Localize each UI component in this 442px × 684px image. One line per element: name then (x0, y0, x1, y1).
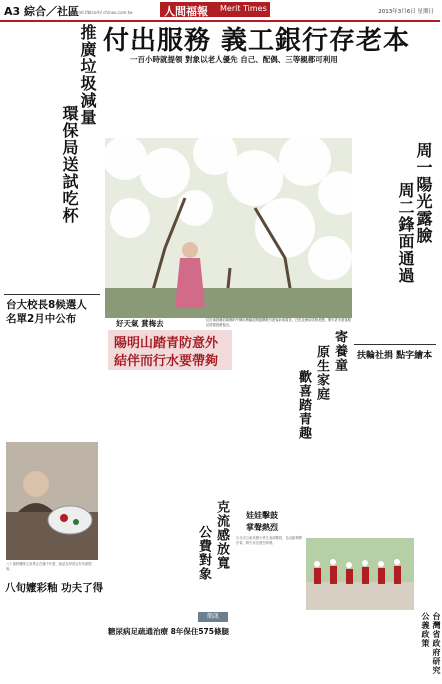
left-vertical-title-a: 推廣垃圾減量 (78, 24, 97, 126)
lead-headline: 付出服務 義工銀行存老本 (103, 26, 411, 56)
right-body-text-4 (306, 614, 414, 680)
divider (354, 344, 436, 345)
foster-title-2: 原生家庭 (314, 345, 329, 401)
weather-title-2: 周二鋒面通過 (396, 182, 415, 284)
diabetes-headline: 糖尿病足疏通治療 8年保住575條腿 (108, 627, 229, 636)
masthead-english: Merit Times (220, 4, 267, 13)
headline-tai-da-1: 台大校長8候選人 (6, 299, 87, 311)
rotary-headline: 扶輪社捐 點字繪本 (357, 351, 433, 361)
left-body-text-3 (4, 596, 100, 676)
right-body-text-3 (356, 362, 438, 532)
photo-badge: 好天氣 賞梅去 (116, 319, 164, 328)
right-body-text-2 (356, 142, 390, 342)
lead-deck: 一百小時就提領 對象以老人優先 自己、配偶、三等親都可利用 (130, 55, 338, 64)
yangmingshan-title-line-2: 結伴而行水要帶夠 (114, 354, 219, 369)
plum-photo-caption: 位於南投縣信義鄉的牛稠坑梅園花開盛開吸引遊客前來賞花，白色花海如雪般美麗，吸引許多遊客駐足欣賞拍照留念。 (206, 318, 352, 327)
center-body-text-2 (234, 330, 290, 500)
yangmingshan-title-line-1: 陽明山踏青防意外 (114, 336, 219, 351)
page-url: ealis.mt.lfbtcorh/ chinau.com.tw (68, 10, 133, 15)
headline-grandma: 八旬嬤彩釉 功夫了得 (5, 582, 104, 594)
center-body-text-1 (104, 374, 230, 494)
brief-tag: 簡訊 (198, 612, 228, 622)
masthead-chinese: 人間福報 (164, 5, 208, 18)
masthead (160, 2, 270, 17)
section-label: A3 綜合／社區 (4, 5, 79, 18)
plum-blossom-photo (105, 138, 352, 318)
flu-title-1: 克流感放寬 (214, 500, 229, 570)
right-body-text-1 (356, 68, 438, 140)
headline-tai-da-2: 名單2月中公布 (6, 313, 77, 325)
drum-title-1: 娃娃擊鼓 (246, 511, 278, 520)
drum-title-2: 掌聲熱烈 (246, 523, 278, 532)
issue-date: 2013年3月6日 星期日 (378, 9, 434, 15)
divider (4, 294, 100, 295)
grandma-photo-caption: 八十歲阿嬤陳玉真專注在盤中作畫，她認為學習沒有年齡限制。 (6, 562, 92, 571)
bottom-vertical-title: 台灣省政府研究公義政策 (421, 612, 441, 675)
center-body-text-5 (104, 638, 300, 680)
drum-photo-caption: 台北市立新民國小學生表演擊鼓，為活動揭開序幕，吸引家長熱烈掌聲。 (236, 536, 302, 545)
center-body-text-3 (104, 498, 190, 608)
left-vertical-title-b: 環保局送試吃杯 (60, 105, 79, 224)
grandma-photo (6, 442, 98, 560)
yangmingshan-headline (108, 330, 232, 370)
weather-title-1: 周一陽光露臉 (414, 142, 433, 244)
flu-title-2: 公費對象 (196, 525, 211, 581)
foster-title-1: 寄養童 (332, 330, 347, 372)
drum-photo (306, 538, 414, 610)
left-body-text-2 (4, 328, 100, 438)
foster-title-3: 歡喜踏青趣 (296, 370, 311, 440)
